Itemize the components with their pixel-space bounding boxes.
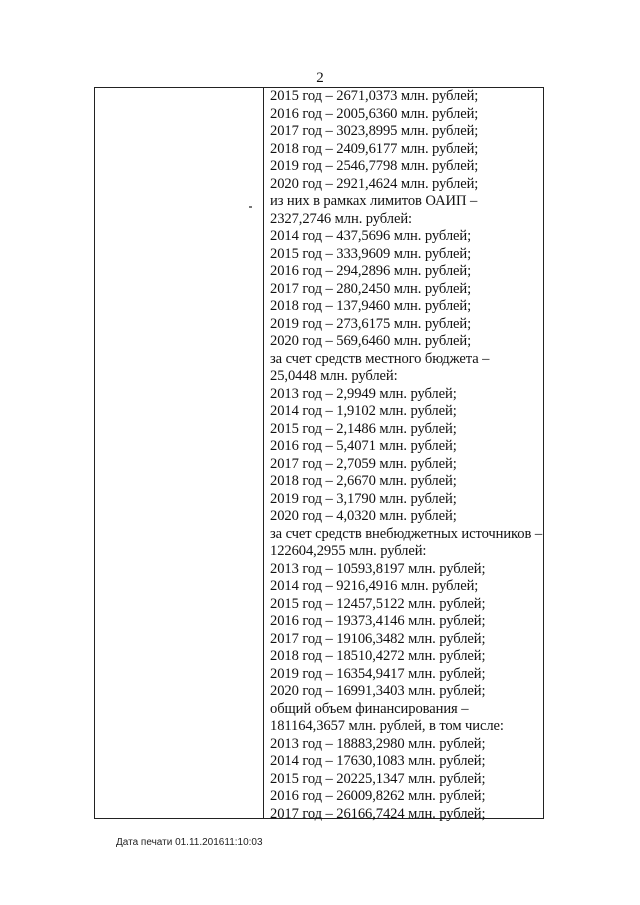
- funding-line: 2017 год – 2,7059 млн. рублей;: [270, 455, 457, 472]
- funding-line: 2020 год – 569,6460 млн. рублей;: [270, 333, 472, 349]
- funding-line: 2016 год – 5,4071 млн. рублей;: [270, 438, 457, 454]
- funding-line: 2017 год – 26166,7424 млн. рублей;: [270, 805, 486, 822]
- funding-line: 2020 год – 4,0320 млн. рублей;: [270, 508, 457, 524]
- funding-line: за счет средств местного бюджета –: [270, 350, 490, 367]
- funding-line: 2015 год – 2,1486 млн. рублей;: [270, 420, 457, 437]
- funding-line: общий объем финансирования –: [270, 700, 469, 717]
- funding-line: 2016 год – 2005,6360 млн. рублей;: [270, 105, 479, 122]
- funding-line: 2327,2746 млн. рублей:: [270, 210, 412, 227]
- funding-line: 2019 год – 2546,7798 млн. рублей;: [270, 158, 479, 174]
- funding-line: 2018 год – 2409,6177 млн. рублей;: [270, 140, 479, 157]
- table-right-cell: [270, 88, 543, 823]
- funding-line: из них в рамках лимитов ОАИП –: [270, 193, 478, 209]
- funding-line: 2017 год – 19106,3482 млн. рублей;: [270, 630, 486, 647]
- print-date: Дата печати 01.11.201611:10:03: [116, 837, 263, 848]
- funding-line: 2019 год – 3,1790 млн. рублей;: [270, 490, 457, 507]
- funding-line: 2013 год – 18883,2980 млн. рублей;: [270, 735, 486, 752]
- funding-line: 25,0448 млн. рублей:: [270, 368, 398, 384]
- funding-line: за счет средств внебюджетных источников –: [270, 525, 543, 542]
- funding-line: 2017 год – 280,2450 млн. рублей;: [270, 280, 472, 297]
- funding-line: 2015 год – 333,9609 млн. рублей;: [270, 245, 472, 262]
- funding-line: 2019 год – 16354,9417 млн. рублей;: [270, 665, 486, 682]
- funding-line: 2015 год – 12457,5122 млн. рублей;: [270, 595, 486, 612]
- funding-line: 181164,3657 млн. рублей, в том числе:: [270, 718, 504, 734]
- funding-line: 2018 год – 2,6670 млн. рублей;: [270, 473, 457, 489]
- scan-mark: [249, 206, 252, 208]
- funding-line: 2014 год – 17630,1083 млн. рублей;: [270, 753, 486, 769]
- funding-line: 2018 год – 137,9460 млн. рублей;: [270, 298, 472, 314]
- funding-line: 2013 год – 10593,8197 млн. рублей;: [270, 560, 486, 577]
- funding-line: 2017 год – 3023,8995 млн. рублей;: [270, 123, 479, 139]
- funding-line: 2015 год – 2671,0373 млн. рублей;: [270, 88, 479, 104]
- column-divider: [263, 88, 264, 818]
- funding-line: 2016 год – 294,2896 млн. рублей;: [270, 263, 472, 279]
- funding-line: 2014 год – 437,5696 млн. рублей;: [270, 228, 472, 244]
- funding-line: 2020 год – 16991,3403 млн. рублей;: [270, 683, 486, 699]
- funding-line: 122604,2955 млн. рублей:: [270, 543, 427, 559]
- funding-line: 2014 год – 9216,4916 млн. рублей;: [270, 578, 479, 594]
- table-left-cell: [95, 88, 263, 818]
- funding-line: 2015 год – 20225,1347 млн. рублей;: [270, 770, 486, 787]
- funding-line: 2013 год – 2,9949 млн. рублей;: [270, 385, 457, 402]
- funding-line: 2020 год – 2921,4624 млн. рублей;: [270, 175, 479, 192]
- funding-line: 2014 год – 1,9102 млн. рублей;: [270, 403, 457, 419]
- page-number: 2: [316, 70, 324, 86]
- funding-line: 2016 год – 19373,4146 млн. рублей;: [270, 613, 486, 629]
- funding-line: 2018 год – 18510,4272 млн. рублей;: [270, 648, 486, 664]
- funding-line: 2019 год – 273,6175 млн. рублей;: [270, 315, 472, 332]
- funding-line: 2016 год – 26009,8262 млн. рублей;: [270, 788, 486, 804]
- document-table: [94, 87, 544, 822]
